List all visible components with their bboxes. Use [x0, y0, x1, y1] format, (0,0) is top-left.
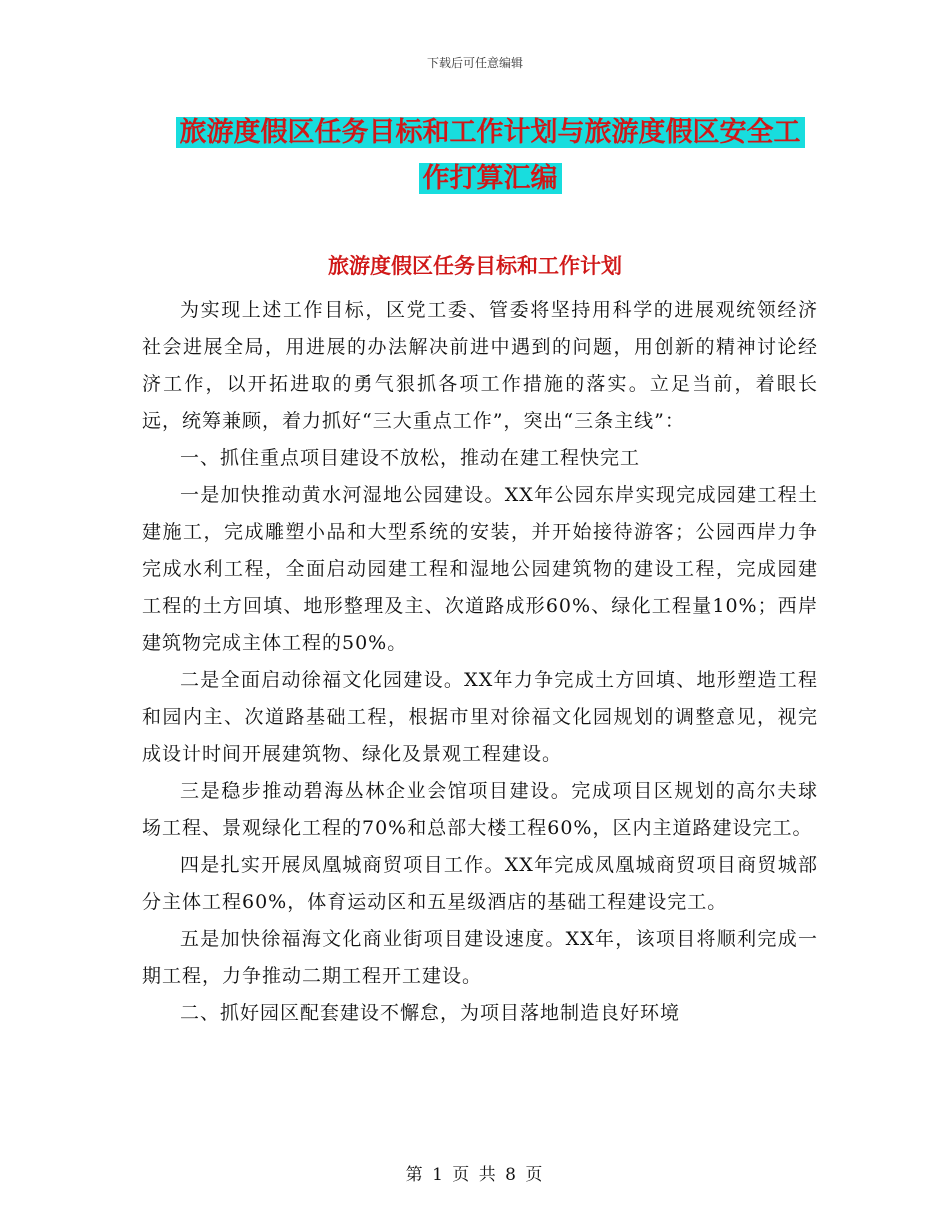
paragraph: 五是加快徐福海文化商业街项目建设速度。XX年，该项目将顺利完成一期工程，力争推动二期工程开工建设。: [142, 928, 818, 987]
document-title: [160, 110, 820, 202]
paragraph: 为实现上述工作目标，区党工委、管委将坚持用科学的进展观统领经济社会进展全局，用进展的办法解决前进中遇到的问题，用创新的精神讨论经济工作，以开拓进取的勇气狠抓各项工作措施的落实。立足当前，着眼长远，统筹兼顾，着力抓好“三大重点工作”，突出“三条主线”：: [142, 299, 818, 432]
paragraph: 一是加快推动黄水河湿地公园建设。XX年公园东岸实现完成园建工程土建施工，完成雕塑小品和大型系统的安装，并开始接待游客；公园西岸力争完成水利工程，全面启动园建工程和湿地公园建筑物的建设工程，完成园建工程的土方回填、地形整理及主、次道路成形60%、绿化工程量10%；西岸建筑物完成主体工程的50%。: [142, 484, 818, 654]
paragraph: 一、抓住重点项目建设不放松，推动在建工程快完工: [180, 447, 641, 469]
section-title: 旅游度假区任务目标和工作计划: [328, 254, 622, 278]
paragraph: 二是全面启动徐福文化园建设。XX年力争完成土方回填、地形塑造工程和园内主、次道路基础工程，根据市里对徐福文化园规划的调整意见，视完成设计时间开展建筑物、绿化及景观工程建设。: [142, 669, 818, 765]
title-line-1: 旅游度假区任务目标和工作计划与旅游度假区安全工: [176, 117, 805, 148]
body-text: [142, 292, 818, 1032]
paragraph: 二、抓好园区配套建设不懈怠，为项目落地制造良好环境: [180, 1002, 681, 1024]
paragraph: 四是扎实开展凤凰城商贸项目工作。XX年完成凤凰城商贸项目商贸城部分主体工程60%，体育运动区和五星级酒店的基础工程建设完工。: [142, 854, 818, 913]
paragraph: 三是稳步推动碧海丛林企业会馆项目建设。完成项目区规划的高尔夫球场工程、景观绿化工程的70%和总部大楼工程60%，区内主道路建设完工。: [142, 780, 818, 839]
title-line-2: 作打算汇编: [419, 163, 562, 194]
page-number-footer: 第 1 页 共 8 页: [405, 1165, 545, 1185]
header-note: 下载后可任意编辑: [426, 56, 523, 70]
